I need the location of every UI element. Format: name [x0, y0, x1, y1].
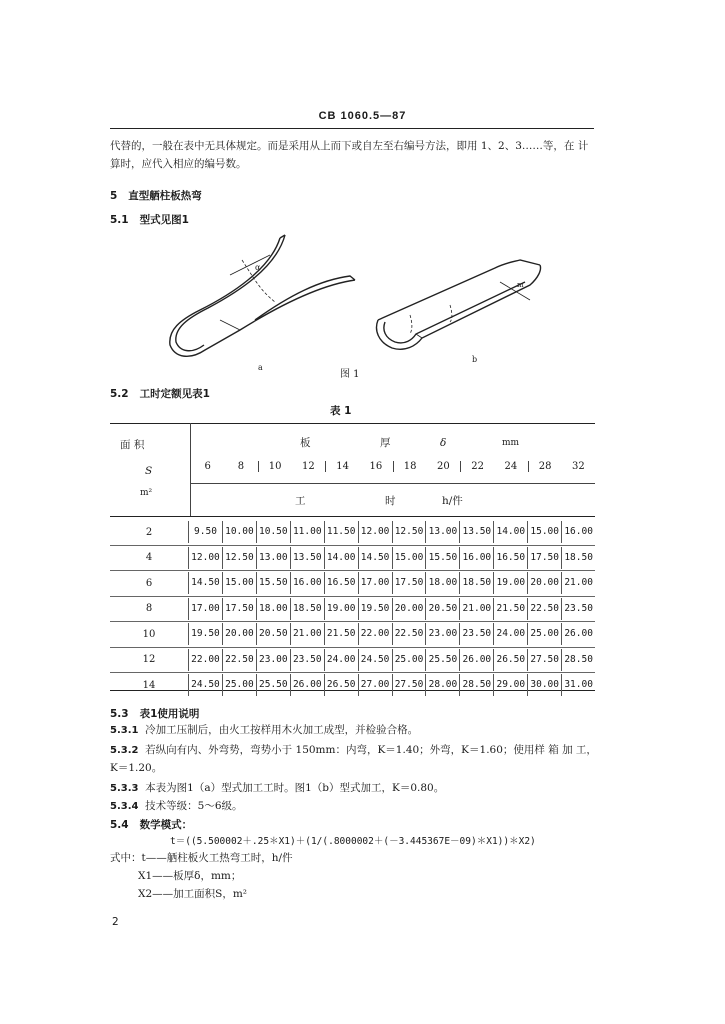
where-line-1: 式中：t——舾柱板火工热弯工时，h/件	[110, 852, 293, 864]
section-text: 工时定额见表1	[139, 388, 210, 400]
time-cell: 14.00	[493, 521, 527, 543]
time-cell: 29.00	[493, 674, 527, 696]
section-text: 表1使用说明	[139, 708, 200, 720]
thickness-cell: 22	[460, 461, 494, 472]
section-text: 本表为图1（a）型式加工工时。图1（b）型式加工，K＝0.80。	[145, 782, 445, 794]
table-title: 表 1	[330, 405, 352, 417]
section-5-4	[110, 817, 192, 832]
header-area: 面 积	[120, 439, 145, 451]
section-5-3-2	[110, 742, 597, 759]
time-cell: 27.50	[392, 674, 426, 696]
table-row	[110, 546, 595, 572]
time-cell: 10.00	[222, 521, 256, 543]
section-text: 若纵向有内、外弯势，弯势小于 150mm：内弯，K＝1.40；外弯，K＝1.60；使用样 箱 加 工，	[145, 744, 597, 756]
section-5-3-4	[110, 798, 243, 815]
time-cell: 25.00	[392, 649, 426, 671]
section-number: 5.3.1	[110, 725, 139, 736]
area-cell: 4	[145, 552, 153, 564]
time-cell: 15.50	[425, 547, 459, 569]
time-cell: 17.00	[188, 598, 222, 620]
formula: t＝((5.500002＋.25＊X1)＋(1/(.8000002＋(－3.445367E－09)＊X1))＊X2)	[170, 836, 536, 847]
time-cell: 20.00	[392, 598, 426, 620]
section-5-3	[110, 706, 199, 721]
time-cell: 15.00	[392, 547, 426, 569]
time-cell: 21.50	[493, 598, 527, 620]
time-cell: 22.50	[527, 598, 561, 620]
time-cell: 31.00	[561, 674, 595, 696]
time-cell: 17.50	[392, 572, 426, 594]
time-cell: 23.50	[561, 598, 595, 620]
time-cell: 15.00	[222, 572, 256, 594]
time-cell: 12.50	[222, 547, 256, 569]
table-row	[110, 597, 595, 623]
thickness-cell: 12	[302, 461, 315, 472]
header-time-1: 工	[295, 495, 306, 507]
time-cell: 22.00	[188, 649, 222, 671]
thickness-cell: 24	[504, 461, 518, 472]
time-cell: 16.00	[561, 521, 595, 543]
time-cell: 19.00	[324, 598, 358, 620]
time-cell: 21.00	[459, 598, 493, 620]
time-cell: 17.00	[358, 572, 392, 594]
thickness-cell: 8	[237, 461, 245, 472]
time-cell: 17.50	[222, 598, 256, 620]
time-cell: 21.50	[324, 623, 358, 645]
time-cell: 19.50	[358, 598, 392, 620]
time-cell: 27.50	[527, 649, 561, 671]
figure-1b-mark: m	[517, 281, 524, 289]
section-5-2	[110, 386, 210, 401]
time-cell: 16.50	[493, 547, 527, 569]
thickness-cell: 32	[572, 461, 585, 472]
time-cell: 12.00	[358, 521, 392, 543]
header-thick-3: δ	[440, 437, 447, 449]
table-row	[110, 648, 595, 674]
header-time-2: 时	[385, 495, 396, 507]
time-cell: 19.00	[493, 572, 527, 594]
time-cell: 18.50	[561, 547, 595, 569]
time-cell: 24.50	[358, 649, 392, 671]
header-time-3: h/件	[442, 495, 463, 507]
time-cell: 23.50	[459, 623, 493, 645]
section-number: 5	[110, 190, 118, 202]
time-cell: 11.00	[290, 521, 324, 543]
where-line-2: X1——板厚δ，mm；	[138, 870, 242, 882]
section-5-3-1	[110, 722, 418, 739]
time-cell: 23.50	[290, 649, 324, 671]
time-cell: 25.00	[222, 674, 256, 696]
section-5-3-3	[110, 780, 444, 797]
time-cell: 20.50	[425, 598, 459, 620]
time-cell: 12.50	[392, 521, 426, 543]
time-cell: 18.00	[425, 572, 459, 594]
intro-line-1: 代替的，一般在表中无具体规定。而是采用从上而下或自左至右编号方法，即用 1、2、3……等，在 计	[110, 140, 589, 152]
section-5-3-2-cont: K＝1.20。	[110, 762, 163, 774]
time-cell: 22.50	[222, 649, 256, 671]
time-cell: 26.00	[561, 623, 595, 645]
standard-header: CB 1060.5—87	[318, 110, 407, 122]
section-5-1	[110, 212, 189, 227]
header-rule	[110, 128, 594, 129]
table-body	[110, 520, 595, 698]
area-cell: 6	[145, 577, 153, 589]
thickness-cell: 28	[528, 461, 562, 472]
time-cell: 10.50	[256, 521, 290, 543]
figure-1b-plate	[377, 260, 541, 349]
section-text: 冷加工压制后，由火工按样用木火加工成型，并检验合格。	[145, 724, 419, 736]
section-text: 型式见图1	[139, 214, 189, 226]
header-s: S	[145, 465, 153, 477]
time-cell: 13.50	[459, 521, 493, 543]
time-cell: 19.50	[188, 623, 222, 645]
area-cell: 8	[145, 603, 153, 615]
area-cell: 10	[142, 628, 156, 640]
figure-1	[160, 230, 560, 380]
section-number: 5.1	[110, 214, 129, 226]
time-cell: 25.50	[425, 649, 459, 671]
section-5-heading	[110, 188, 202, 203]
section-number: 5.3.3	[110, 783, 139, 794]
figure-1a-plate	[170, 235, 355, 356]
table-header	[110, 423, 595, 516]
thickness-cell: 16	[369, 461, 383, 472]
page-number: 2	[112, 916, 119, 928]
time-cell: 17.50	[527, 547, 561, 569]
time-cell: 20.50	[256, 623, 290, 645]
time-cell: 18.00	[256, 598, 290, 620]
time-cell: 9.50	[188, 521, 222, 543]
thickness-row	[190, 461, 595, 472]
section-number: 5.2	[110, 388, 129, 400]
section-number: 5.4	[110, 819, 129, 831]
time-cell: 16.00	[459, 547, 493, 569]
time-cell: 12.00	[188, 547, 222, 569]
figure-1a-mark: α	[255, 263, 261, 272]
intro-line-2: 算时，应代入相应的编号数。	[110, 158, 247, 170]
time-cell: 23.00	[425, 623, 459, 645]
table-row	[110, 520, 595, 546]
thickness-cell: 14	[325, 461, 359, 472]
area-cell: 14	[142, 679, 156, 691]
time-cell: 26.00	[290, 674, 324, 696]
section-text: 技术等级：5～6级。	[145, 800, 243, 812]
time-cell: 24.50	[188, 674, 222, 696]
header-unit: m²	[140, 488, 153, 498]
where-line-3: X2——加工面积S，m²	[138, 888, 248, 900]
table-header-rule	[110, 516, 595, 517]
area-cell: 12	[142, 654, 156, 666]
figure-caption: 图 1	[340, 369, 360, 380]
header-thick-1: 板	[300, 437, 311, 449]
time-cell: 15.50	[256, 572, 290, 594]
time-cell: 28.50	[459, 674, 493, 696]
time-cell: 27.00	[358, 674, 392, 696]
time-cell: 25.00	[527, 623, 561, 645]
time-cell: 28.50	[561, 649, 595, 671]
figure-label-a: a	[258, 363, 263, 372]
thickness-cell: 6	[190, 461, 224, 472]
thickness-cell: 18	[393, 461, 427, 472]
time-cell: 20.00	[222, 623, 256, 645]
time-cell: 28.00	[425, 674, 459, 696]
time-cell: 16.00	[290, 572, 324, 594]
section-number: 5.3.4	[110, 801, 139, 812]
time-cell: 11.50	[324, 521, 358, 543]
thickness-cell: 10	[258, 461, 292, 472]
thickness-rule	[190, 483, 595, 484]
time-cell: 13.50	[290, 547, 324, 569]
time-cell: 22.00	[358, 623, 392, 645]
header-thick-4: mm	[502, 438, 520, 448]
table-row	[110, 673, 595, 698]
table-row	[110, 571, 595, 597]
time-cell: 25.50	[256, 674, 290, 696]
time-cell: 24.00	[324, 649, 358, 671]
time-cell: 30.00	[527, 674, 561, 696]
section-title: 直型舾柱板热弯	[128, 190, 202, 202]
section-number: 5.3	[110, 708, 129, 720]
time-cell: 21.00	[290, 623, 324, 645]
section-number: 5.3.2	[110, 745, 139, 756]
time-cell: 20.00	[527, 572, 561, 594]
figure-label-b: b	[472, 355, 478, 364]
time-cell: 26.50	[493, 649, 527, 671]
time-cell: 23.00	[256, 649, 290, 671]
time-cell: 14.00	[324, 547, 358, 569]
section-text: 数学模式：	[139, 819, 193, 831]
time-cell: 26.00	[459, 649, 493, 671]
time-cell: 18.50	[459, 572, 493, 594]
time-cell: 15.00	[527, 521, 561, 543]
time-cell: 22.50	[392, 623, 426, 645]
table-row	[110, 622, 595, 648]
time-cell: 13.00	[425, 521, 459, 543]
thickness-cell: 20	[437, 461, 450, 472]
time-cell: 14.50	[358, 547, 392, 569]
time-cell: 18.50	[290, 598, 324, 620]
header-thick-2: 厚	[380, 437, 391, 449]
time-cell: 21.00	[561, 572, 595, 594]
time-cell: 14.50	[188, 572, 222, 594]
time-cell: 16.50	[324, 572, 358, 594]
time-cell: 24.00	[493, 623, 527, 645]
area-cell: 2	[145, 526, 153, 538]
time-cell: 13.00	[256, 547, 290, 569]
time-cell: 26.50	[324, 674, 358, 696]
